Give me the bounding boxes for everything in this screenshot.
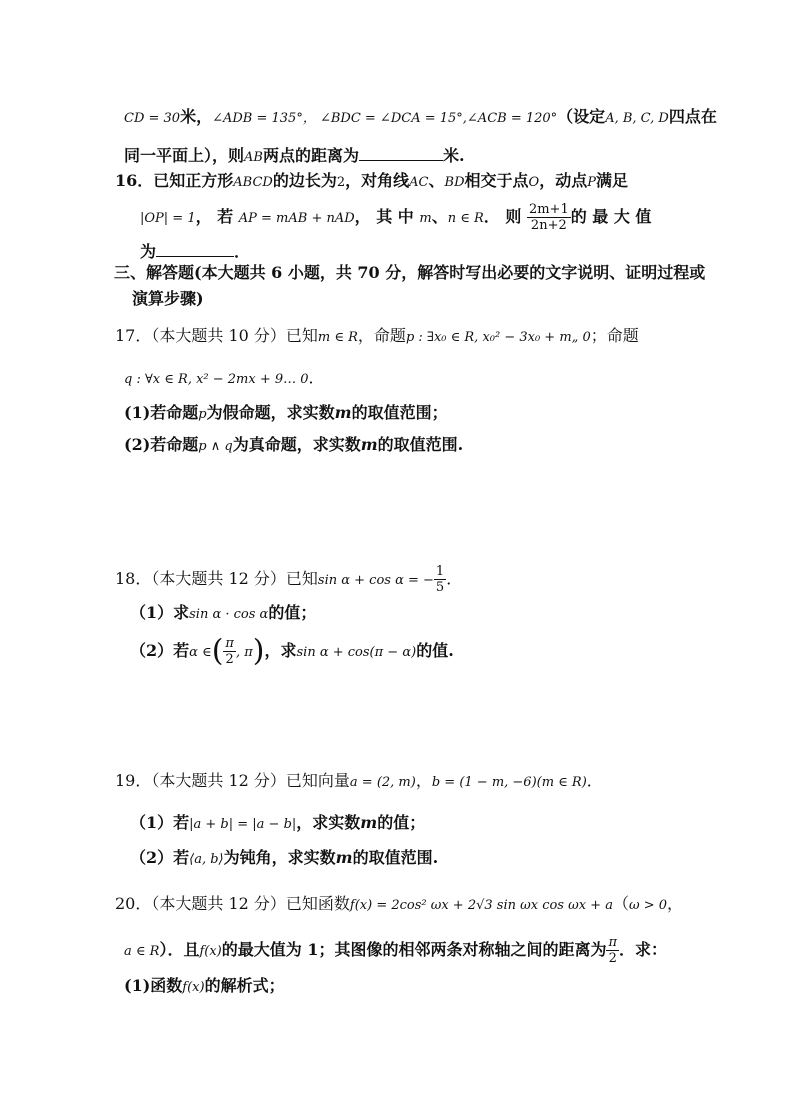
text: 、 (428, 171, 445, 190)
answer-blank[interactable] (156, 238, 234, 257)
q19-sub1 (130, 812, 425, 836)
text: ． (234, 242, 251, 261)
q16-line3 (140, 238, 250, 263)
math: m ∈ R (317, 330, 358, 345)
fraction (223, 636, 236, 667)
fraction (434, 564, 446, 595)
q15-line2 (124, 142, 465, 169)
text: 相交于点 (464, 171, 529, 190)
question-number: 16． (115, 171, 154, 190)
text: ， (415, 771, 432, 790)
math: 2 (336, 175, 346, 190)
text: （2）若 (130, 641, 190, 660)
math-proposition-p: p : ∃x₀ ∈ R, x₀² − 3x₀ + m„ 0 (405, 330, 591, 345)
q17-sub2 (124, 434, 463, 458)
math: ω > 0 (628, 898, 667, 913)
text: 的值； (377, 813, 426, 832)
q19-sub2 (130, 847, 438, 871)
fraction-numerator: 1 (435, 564, 445, 579)
text: ． (446, 569, 463, 588)
fraction-denominator: 2 (225, 652, 234, 667)
text: 同一平面上），则 (124, 146, 245, 165)
math: p (198, 407, 207, 422)
section3-heading-line2: 演算步骤) (132, 289, 204, 308)
text: 、 (431, 207, 448, 226)
section3-heading-line1: 三、解答题(本大题共 6 小题，共 70 分，解答时写出必要的文字说明、证明过程或 (114, 263, 706, 282)
text: 为真命题，求实数 (232, 435, 361, 454)
text: 为 (140, 242, 157, 261)
q18-sub1 (130, 602, 316, 626)
math: |a + b| = |a − b| (189, 817, 297, 832)
text: ． (308, 368, 325, 387)
variable: m (335, 848, 353, 867)
math: AC (409, 175, 429, 190)
text: ，动点 (539, 171, 588, 190)
text: 为假命题，求实数 (206, 403, 335, 422)
text: 19．（本大题共 12 分）已知向量 (115, 771, 350, 790)
text: 米. (442, 146, 465, 165)
text: 的取值范围. (377, 435, 464, 454)
fraction-numerator: π (608, 935, 618, 950)
q20-line1 (115, 893, 683, 917)
fraction-numerator: 2m+1 (528, 202, 569, 217)
variable: m (334, 403, 352, 422)
fraction (606, 935, 619, 966)
q15-line1 (124, 106, 717, 130)
math: a ∈ R (124, 944, 160, 959)
text: 的取值范围. (352, 848, 439, 867)
math: BD (444, 175, 465, 190)
text: 的解析式； (204, 976, 285, 995)
text: ，对角线 (345, 171, 410, 190)
text: 的边长为 (272, 171, 337, 190)
q17-sub1 (124, 402, 448, 426)
math: f(x) (199, 944, 222, 959)
math-cd: CD = 30 (124, 111, 181, 126)
text: 的值. (416, 641, 454, 660)
text: ， (667, 894, 684, 913)
math: m (419, 211, 432, 226)
math-op-norm: |OP| = 1 (140, 211, 196, 226)
q16-line1 (115, 170, 628, 194)
math: a = (2, m) (349, 775, 416, 790)
text: （ (612, 894, 629, 913)
text: ． (586, 771, 603, 790)
q17-line1 (115, 325, 639, 349)
fraction (527, 202, 571, 233)
variable: m (360, 813, 378, 832)
math: f(x) (182, 980, 205, 995)
math: ⟨a, b⟩ (189, 852, 224, 867)
q18-line1 (115, 564, 462, 595)
math-angles: ∠ADB = 135°， ∠BDC = ∠DCA = 15°,∠ACB = 120° (212, 111, 558, 126)
fraction-denominator: 5 (435, 580, 445, 595)
text: ， 若 (195, 207, 234, 226)
math-ab: AB (244, 150, 263, 165)
variable: m (360, 435, 378, 454)
text: 的 最 大 值 (570, 207, 652, 226)
math: p ∧ q (198, 439, 233, 454)
text: （1）若 (130, 813, 190, 832)
text: 的最大值为 1；其图像的相邻两条对称轴之间的距离为 (221, 940, 607, 959)
math-points: A, B, C, D (605, 111, 669, 126)
fraction-denominator: 2 (608, 951, 617, 966)
text: 的值； (268, 603, 317, 622)
q19-line1 (115, 770, 603, 794)
q20-sub1 (124, 975, 285, 999)
fraction-denominator: 2n+2 (530, 218, 567, 233)
math: b = (1 − m, −6)(m ∈ R) (431, 775, 587, 790)
answer-blank[interactable] (359, 142, 443, 161)
text: ；命题 (590, 326, 639, 345)
text: （1）求 (130, 603, 190, 622)
text: (1)函数 (124, 976, 183, 995)
text: （2）若 (130, 848, 190, 867)
text: ． 则 (483, 207, 522, 226)
math-proposition-q: q : ∀x ∈ R, x² − 2mx + 9… 0 (124, 372, 309, 387)
q16-line2 (140, 202, 651, 233)
fraction-numerator: π (225, 636, 234, 651)
text: (1)若命题 (124, 403, 199, 422)
math: ABCD (233, 175, 273, 190)
text: ， 其 中 (354, 207, 414, 226)
text: ．求： (619, 940, 668, 959)
math: O (528, 175, 540, 190)
text: 为钝角，求实数 (223, 848, 336, 867)
text: ）．且 (159, 940, 200, 959)
text: ，命题 (357, 326, 406, 345)
text: 18．（本大题共 12 分）已知 (115, 569, 318, 588)
q17-line2 (124, 367, 325, 391)
left-paren: ( (211, 633, 224, 669)
math: n ∈ R (447, 211, 484, 226)
math: sin α · cos α (189, 607, 269, 622)
math-function: f(x) = 2cos² ωx + 2√3 sin ωx cos ωx + a (349, 898, 613, 913)
text: 米， (180, 107, 213, 126)
text: 17．（本大题共 10 分）已知 (115, 326, 318, 345)
q18-sub2 (130, 633, 454, 669)
text: 四点在 (668, 107, 717, 126)
text: （设定 (557, 107, 606, 126)
text: ，求 (264, 641, 297, 660)
text: (2)若命题 (124, 435, 199, 454)
math: , π (235, 645, 253, 660)
right-paren: ) (252, 633, 265, 669)
math-vector-eq: AP = mAB + nAD (238, 211, 355, 226)
math: P (587, 175, 596, 190)
q20-line2 (124, 935, 667, 966)
text: ，求实数 (296, 813, 361, 832)
text: 的取值范围； (351, 403, 448, 422)
math: α ∈ (189, 645, 212, 660)
text: 两点的距离为 (262, 146, 359, 165)
text: 满足 (595, 171, 628, 190)
text: 已知正方形 (153, 171, 234, 190)
math: sin α + cos(π − α) (296, 645, 417, 660)
text: 20．（本大题共 12 分）已知函数 (115, 894, 350, 913)
math: sin α + cos α = − (317, 573, 434, 588)
